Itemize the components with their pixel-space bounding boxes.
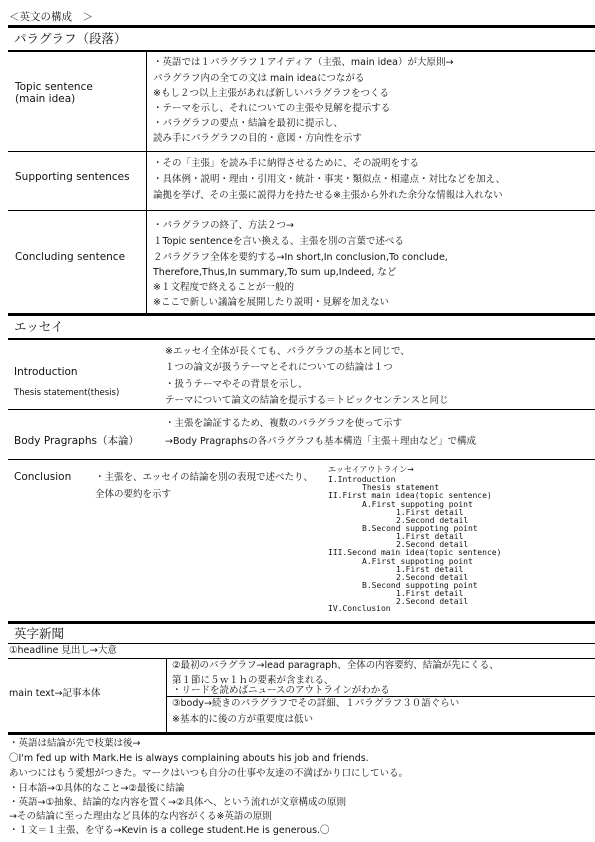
outline-item: 1.First detail	[396, 565, 464, 574]
cell-line: ・パラグラフの終了、方法２つ→	[153, 220, 294, 231]
outline-item: 1.First detail	[396, 532, 464, 541]
outline-item: 1.First detail	[396, 508, 464, 517]
cell-line: ・主張を、エッセイの結論を別の表現で述べたり、	[95, 472, 314, 483]
headline-row: ①headline 見出し→大意	[9, 645, 117, 656]
section-divider	[8, 313, 595, 316]
section-divider	[8, 621, 595, 624]
outline-item: 2.Second detail	[396, 573, 469, 582]
cell-line: １つの論文が扱うテーマとそれについての結論は１つ	[165, 362, 393, 373]
row-label-topic-sub: (main idea)	[15, 93, 76, 105]
breadcrumb: ＜英文の構成 ＞	[9, 11, 93, 23]
row-divider	[8, 643, 595, 644]
note-line: ・英語→①抽象、結論的な内容を置く→②具体へ、という流れが文章構成の原則	[9, 797, 346, 808]
cell-line: Therefore,Thus,In summary,To sum up,Indeed, など	[153, 267, 397, 278]
outline-item: A.First suppoting point	[362, 500, 473, 509]
table-row-divider	[8, 210, 595, 211]
note-line: あいつにはもう愛想がつきた。マークはいつも自分の仕事や友達の不満ばかり口にしている。	[9, 768, 409, 779]
section-heading-news: 英字新聞	[14, 626, 65, 641]
section-divider	[8, 338, 595, 340]
row-divider	[8, 459, 595, 460]
main-text-label: main text→記事本体	[9, 688, 101, 699]
cell-line: 読み手にパラグラフの目的・意図・方向性を示す	[153, 133, 363, 144]
cell-line: テーマについて論文の結論を提示する＝トピックセンテンスと同じ	[165, 395, 449, 406]
section-divider	[8, 732, 595, 735]
cell-line: パラグラフ内の全ての文は main ideaにつながる	[153, 73, 365, 84]
note-line: →その結論に至った理由など具体的な内容がくる※英語の原則	[9, 811, 272, 822]
cell-line: ・テーマを示し、それについての主張や見解を提示する	[153, 103, 391, 114]
row-label-supporting: Supporting sentences	[15, 171, 130, 183]
cell-line: 第１節に５ｗ１ｈの要素が含まれる、	[172, 675, 334, 686]
cell-line: 全体の要約を示す	[95, 489, 172, 500]
row-divider	[8, 409, 595, 410]
outline-item: 2.Second detail	[396, 516, 469, 525]
row-label-topic: Topic sentence	[15, 81, 93, 93]
conclusion-label: Conclusion	[14, 471, 72, 483]
cell-line: ②最初のパラグラフ→lead paragraph、全体の内容要約、結論が先にくる、	[172, 660, 499, 671]
cell-line: ・英語では１パラグラフ１アイディア（主張、main idea）が大原則→	[153, 57, 454, 68]
cell-line: ・リードを読めばニュースのアウトラインがわかる	[172, 685, 390, 696]
intro-sublabel: Thesis statement(thesis)	[14, 388, 120, 398]
cell-line: ※もし２つ以上主張があれば新しいパラグラフをつくる	[153, 88, 389, 99]
section-divider	[8, 25, 595, 28]
table-column-divider	[166, 658, 167, 732]
row-divider	[166, 696, 595, 697]
note-line: 〇I'm fed up with Mark.He is always complaining abouts his job and friends.	[9, 753, 369, 764]
outline-item: I.Introduction	[328, 475, 396, 484]
outline-item: Thesis statement	[362, 483, 440, 492]
cell-line: ※エッセイ全体が長くても、パラグラフの基本と同じで、	[165, 346, 410, 357]
outline-item: 2.Second detail	[396, 597, 469, 606]
cell-line: １Topic sentenceを言い換える、主張を別の言葉で述べる	[153, 236, 404, 247]
outline-item: II.First main idea(topic sentence)	[328, 491, 492, 500]
cell-line: ※ここで新しい議論を展開したり説明・見解を加えない	[153, 297, 389, 308]
cell-line: ※基本的に後の方が重要度は低い	[172, 714, 313, 725]
cell-line: ・具体例・説明・理由・引用文・統計・事実・類似点・相違点・対比などを加え、	[153, 174, 506, 185]
intro-label: Introduction	[14, 366, 78, 378]
row-label-concluding: Concluding sentence	[15, 251, 126, 263]
outline-item: B.Second suppoting point	[362, 581, 478, 590]
table-row-divider	[8, 151, 595, 152]
table-column-divider	[146, 52, 147, 313]
outline-item: III.Second main idea(topic sentence)	[328, 548, 502, 557]
outline-title: エッセイアウトライン→	[328, 465, 414, 474]
section-heading-essay: エッセイ	[14, 319, 64, 334]
cell-line: ・パラグラフの要点・結論を最初に提示し、	[153, 118, 344, 129]
row-divider	[8, 658, 595, 659]
body-label: Body Pragraphs（本論）	[14, 435, 139, 447]
section-heading-paragraph: パラグラフ（段落）	[14, 31, 127, 46]
outline-item: 2.Second detail	[396, 540, 469, 549]
cell-line: ③body→続きのパラグラフでその詳細、１パラグラフ３０語ぐらい	[172, 698, 460, 709]
cell-line: ２パラグラフ全体を要約する→In short,In conclusion,To conclude,	[153, 252, 448, 263]
cell-line: →Body Pragraphsの各パラグラフも基本構造「主張＋理由など」で構成	[165, 436, 477, 447]
note-line: ・日本語→①具体的なこと→②最後に結論	[9, 783, 185, 794]
cell-line: ・扱うテーマやその背景を示し、	[165, 379, 308, 390]
cell-line: ※１文程度で終えることが一般的	[153, 282, 294, 293]
cell-line: 論拠を挙げ、その主張に説得力を持たせる※主張から外れた余分な情報は入れない	[153, 190, 503, 201]
outline-item: IV.Conclusion	[328, 604, 391, 613]
cell-line: ・その「主張」を読み手に納得させるために、その説明をする	[153, 158, 420, 169]
note-line: ・１文＝１主張、を守る→Kevin is a college student.He is generous.〇	[9, 825, 330, 836]
note-line: ・英語は結論が先で枝葉は後→	[9, 738, 141, 749]
cell-line: ・主張を論証するため、複数のパラグラフを使って示す	[165, 418, 403, 429]
section-divider	[8, 50, 595, 52]
outline-item: 1.First detail	[396, 589, 464, 598]
outline-item: B.Second suppoting point	[362, 524, 478, 533]
outline-item: A.First suppoting point	[362, 557, 473, 566]
